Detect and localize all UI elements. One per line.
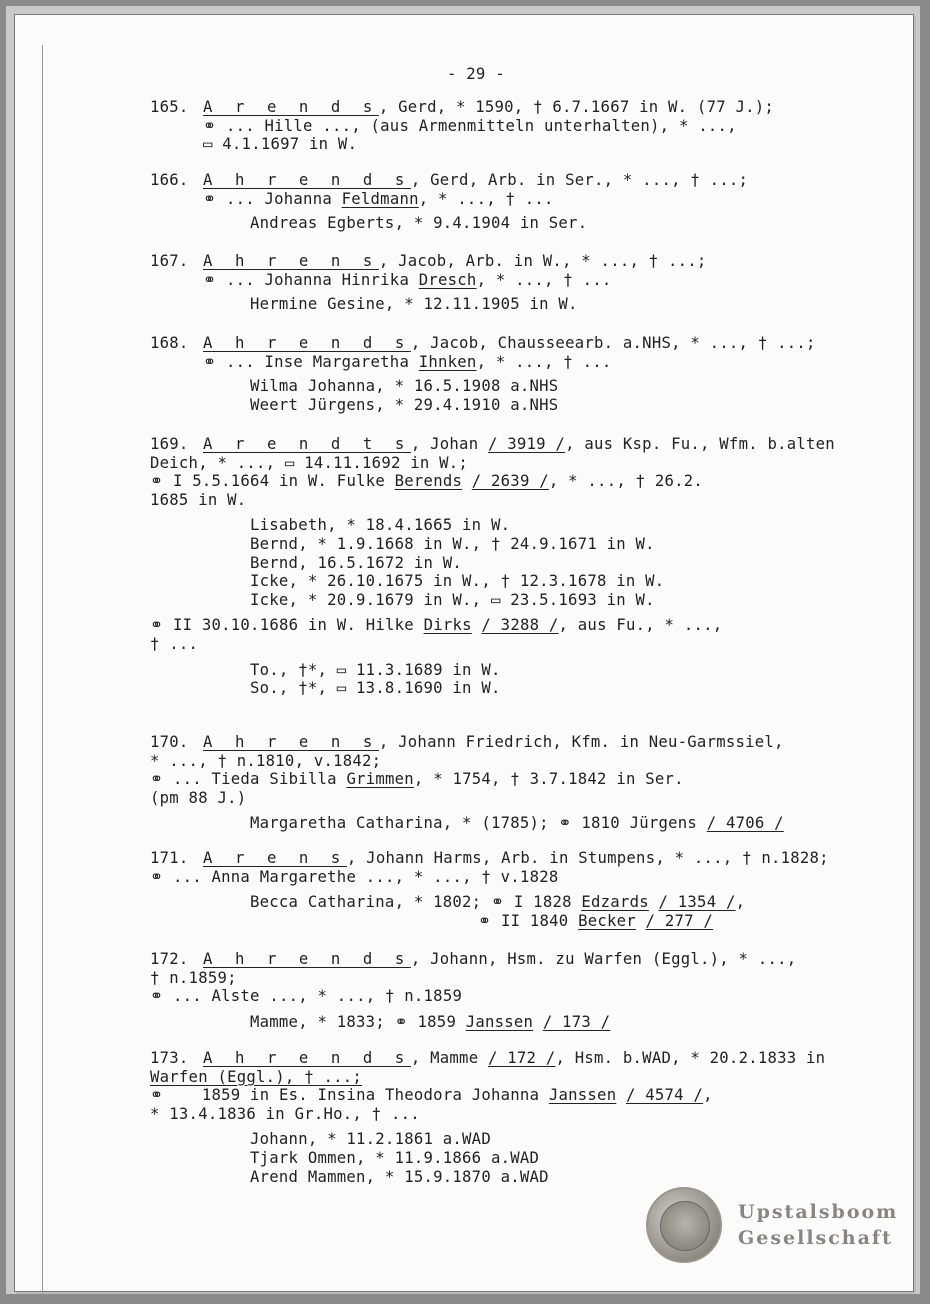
entry-text: , Hsm. b.WAD, * 20.2.1833 in: [555, 1049, 826, 1067]
entry-text: ,: [735, 893, 746, 912]
entry-172: [150, 950, 890, 1031]
entry-text: ,: [703, 1086, 713, 1105]
entry-text: , Johann Friedrich, Kfm. in Neu-Garmssiel,: [378, 733, 784, 751]
document-page: [14, 14, 914, 1292]
child-line: Lisabeth, * 18.4.1665 in W.: [250, 516, 511, 535]
entry-text: , Mamme: [410, 1049, 488, 1067]
surname: A r e n d s: [203, 98, 379, 116]
child-line: Bernd, * 1.9.1668 in W., † 24.9.1671 in W.: [250, 534, 655, 553]
surname: A h r e n s: [203, 252, 379, 270]
child-line: Hermine Gesine, * 12.11.1905 in W.: [250, 295, 578, 314]
entry-number: 168.: [150, 334, 189, 352]
spouse-surname: Edzards: [581, 893, 649, 912]
entry-text: (pm 88 J.): [150, 788, 247, 807]
entry-text: , Gerd, * 1590, † 6.7.1667 in W. (77 J.);: [378, 98, 775, 116]
entry-text: ⚭ ... Hille ..., (aus Armenmitteln unterhalten), * ...,: [203, 116, 737, 135]
spacer: [462, 472, 472, 490]
child-line: Arend Mammen, * 15.9.1870 a.WAD: [250, 1167, 549, 1186]
surname: A h r e n d s: [203, 334, 411, 352]
spouse-surname: Dresch: [418, 270, 477, 289]
entry-text: ⚭ ... Johanna Hinrika: [203, 270, 419, 289]
entry-text: , Jacob, Chausseearb. a.NHS, * ..., † ...;: [410, 334, 816, 352]
entry-text: , * 1754, † 3.7.1842 in Ser.: [413, 770, 684, 789]
entry-text: † ...: [150, 634, 199, 653]
child-line: Mamme, * 1833; ⚭ 1859: [250, 1012, 466, 1031]
entry-text: ⚭ 1859 in Es. Insina Theodora Johanna: [150, 1086, 549, 1105]
surname: A h r e n d s: [203, 171, 411, 189]
entry-text: , * ..., † ...: [476, 352, 612, 371]
cross-reference: / 4574 /: [625, 1086, 704, 1105]
entry-170: [150, 733, 890, 833]
spouse-surname: Janssen: [548, 1086, 617, 1105]
child-line: Margaretha Catharina, * (1785); ⚭ 1810 Jürgens: [250, 814, 707, 833]
entry-text: , Johan: [410, 435, 488, 453]
entry-text: Warfen (Eggl.), † ...;: [150, 1067, 363, 1086]
entry-168: [150, 334, 890, 414]
entry-number: 166.: [150, 171, 189, 189]
spouse-surname: Feldmann: [341, 189, 419, 208]
entry-text: , Johann, Hsm. zu Warfen (Eggl.), * ...,: [410, 950, 797, 968]
entry-text: , * ..., † ...: [476, 270, 612, 289]
surname: A h r e n d s: [203, 950, 411, 968]
spouse-surname: Dirks: [423, 616, 472, 635]
entry-number: 173.: [150, 1049, 189, 1067]
entry-text: ⚭ I 5.5.1664 in W. Fulke: [150, 472, 395, 491]
entry-text: ⚭ ... Anna Margarethe ..., * ..., † v.1828: [150, 867, 559, 886]
cross-reference: / 2639 /: [471, 472, 549, 491]
logo-line-1: Upstalsboom: [738, 1201, 899, 1223]
cross-reference: / 3288 /: [481, 616, 559, 635]
surname: A h r e n s: [203, 733, 379, 751]
entry-text: ⚭ ... Inse Margaretha: [203, 352, 419, 371]
entry-167: [150, 252, 890, 314]
entry-text: ▭ 4.1.1697 in W.: [203, 135, 358, 154]
child-line: Johann, * 11.2.1861 a.WAD: [250, 1130, 491, 1149]
spouse-surname: Grimmen: [346, 770, 414, 789]
surname: A h r e n d s: [203, 1049, 411, 1067]
spouse-surname: Ihnken: [418, 352, 477, 371]
entry-number: 171.: [150, 849, 189, 867]
entry-text: 1685 in W.: [150, 490, 247, 509]
entry-text: † n.1859;: [150, 968, 237, 987]
logo-line-2: Gesellschaft: [738, 1227, 893, 1249]
child-line: ⚭ II 1840: [478, 911, 579, 930]
child-line: Wilma Johanna, * 16.5.1908 a.NHS: [250, 377, 559, 396]
spouse-surname: Berends: [394, 472, 463, 491]
entry-number: 165.: [150, 98, 189, 116]
entry-text: ⚭ ... Johanna: [203, 189, 342, 208]
child-line: Becca Catharina, * 1802; ⚭ I 1828: [250, 893, 582, 912]
child-line: So., †*, ▭ 13.8.1690 in W.: [250, 679, 501, 698]
entry-text: , * ..., † 26.2.: [548, 472, 704, 491]
cross-reference: / 172 /: [487, 1049, 556, 1067]
child-line: Andreas Egberts, * 9.4.1904 in Ser.: [250, 214, 588, 233]
child-line: Tjark Ommen, * 11.9.1866 a.WAD: [250, 1148, 540, 1167]
page-content: [15, 15, 913, 1291]
cross-reference: / 3919 /: [487, 435, 566, 453]
entry-text: , * ..., † ...: [418, 189, 554, 208]
entry-166: [150, 171, 890, 233]
child-line: Weert Jürgens, * 29.4.1910 a.NHS: [250, 395, 559, 414]
entry-text: Deich, * ..., ▭ 14.11.1692 in W.;: [150, 453, 469, 472]
child-line: To., †*, ▭ 11.3.1689 in W.: [250, 660, 501, 679]
child-line: Bernd, 16.5.1672 in W.: [250, 553, 463, 572]
entry-number: 170.: [150, 733, 189, 751]
cross-reference: / 4706 /: [706, 814, 784, 833]
seal-icon: [646, 1187, 722, 1263]
spouse-surname: Janssen: [465, 1012, 534, 1031]
cross-reference: / 173 /: [542, 1012, 611, 1031]
entry-173: [150, 1049, 890, 1186]
entry-text: , Johann Harms, Arb. in Stumpens, * ..., † n.1828;: [346, 849, 829, 867]
entry-text: ⚭ II 30.10.1686 in W. Hilke: [150, 616, 424, 635]
entry-text: , Jacob, Arb. in W., * ..., † ...;: [378, 252, 707, 270]
entry-text: , aus Ksp. Fu., Wfm. b.alten: [565, 435, 835, 453]
entry-165: [150, 98, 890, 154]
cross-reference: / 1354 /: [658, 893, 736, 912]
cross-reference: / 277 /: [645, 911, 714, 930]
page-number: - 29 -: [447, 65, 505, 83]
child-line: Icke, * 26.10.1675 in W., † 12.3.1678 in W.: [250, 572, 665, 591]
entry-number: 169.: [150, 435, 189, 453]
surname: A r e n d t s: [203, 435, 411, 453]
entry-text: * ..., † n.1810, v.1842;: [150, 751, 382, 770]
entry-text: , Gerd, Arb. in Ser., * ..., † ...;: [410, 171, 749, 189]
spouse-surname: Becker: [578, 911, 636, 930]
entry-169: [150, 435, 890, 698]
entry-text: * 13.4.1836 in Gr.Ho., † ...: [150, 1104, 420, 1123]
entry-number: 167.: [150, 252, 189, 270]
entry-text: ⚭ ... Alste ..., * ..., † n.1859: [150, 987, 463, 1006]
entry-text: ⚭ ... Tieda Sibilla: [150, 770, 347, 789]
entry-text: , aus Fu., * ...,: [558, 616, 723, 635]
child-line: Icke, * 20.9.1679 in W., ▭ 23.5.1693 in W.: [250, 590, 655, 609]
society-logo: [646, 1187, 899, 1263]
entry-number: 172.: [150, 950, 189, 968]
entry-171: [150, 849, 890, 930]
surname: A r e n s: [203, 849, 347, 867]
